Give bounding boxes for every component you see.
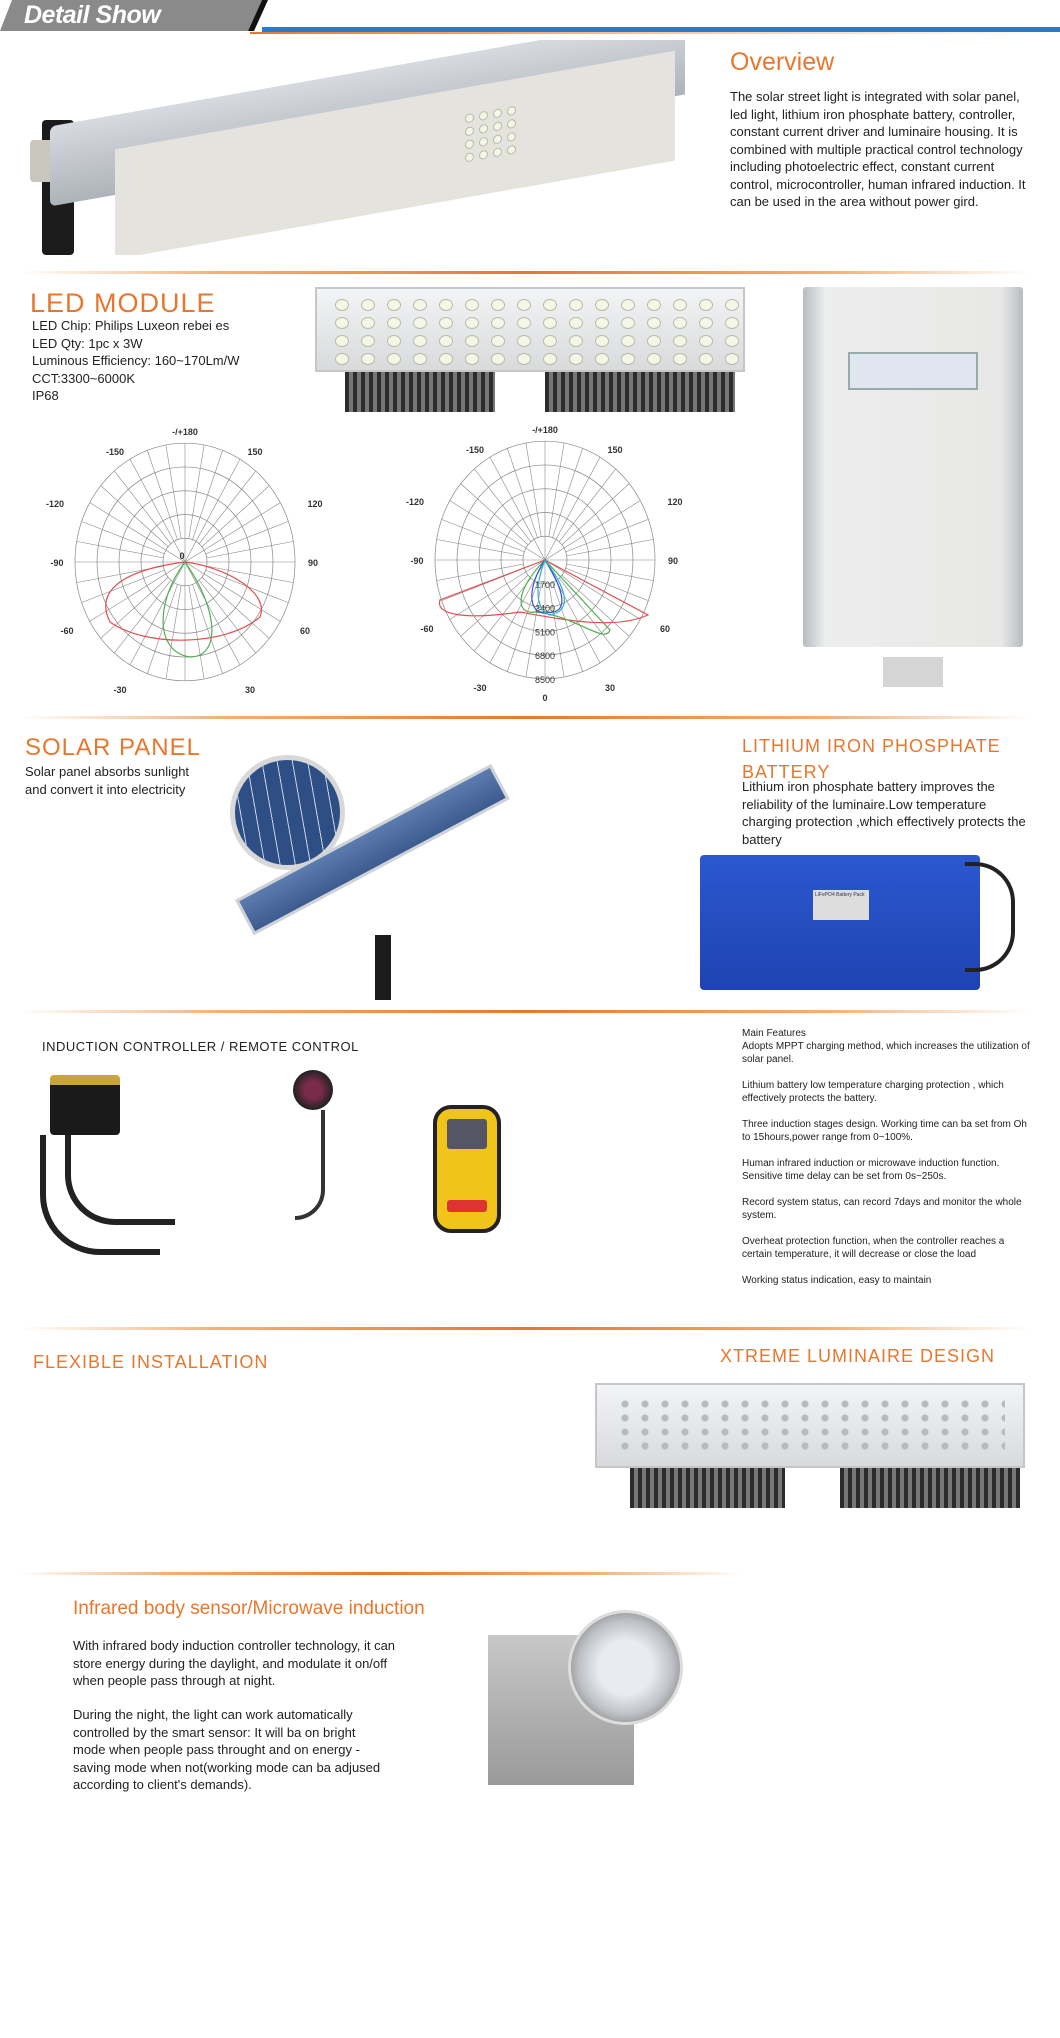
- polar-spoke: [199, 471, 256, 544]
- angle-label: -150: [105, 447, 125, 458]
- led-chip: [595, 299, 609, 311]
- solar-panel-text: Solar panel absorbs sunlight and convert it into electricity: [25, 764, 190, 797]
- polar-spoke: [437, 539, 524, 556]
- led-chip: [387, 299, 401, 311]
- led-chip: [621, 353, 635, 365]
- angle-label: 60: [299, 626, 311, 636]
- overview-title: Overview: [730, 48, 835, 76]
- section-divider: [20, 1327, 1030, 1330]
- led-chip: [699, 335, 713, 347]
- polar-chart-left: [40, 420, 330, 710]
- led-module-title: LED MODULE: [30, 288, 216, 318]
- header-orange-line: [250, 32, 1060, 34]
- polar-spoke: [82, 570, 165, 603]
- polar-spoke: [567, 539, 654, 556]
- feature-item: Human infrared induction or microwave induction function. Sensitive time delay can be set from 0s~250s.: [742, 1158, 1000, 1182]
- polar-spoke: [553, 448, 583, 537]
- angle-label: 90: [307, 558, 319, 568]
- led-chip: [491, 299, 505, 311]
- polar-spoke: [442, 519, 525, 552]
- polar-spoke: [562, 484, 629, 545]
- polar-spoke: [474, 469, 531, 542]
- polar-spoke: [207, 541, 294, 558]
- solar-panel-title: SOLAR PANEL: [25, 734, 201, 761]
- luminaire-title: XTREME LUMINAIRE DESIGN: [720, 1346, 996, 1366]
- led-chip: [699, 353, 713, 365]
- sensor-text-2: During the night, the light can work automatically controlled by the smart sensor: It will ba on bright mode when people pass throught and on energy -saving mode when not(working mode can ba adjused according to client's demands).: [73, 1707, 381, 1792]
- polar-spoke: [507, 582, 537, 671]
- feature-item: Record system status, can record 7days and monitor the whole system.: [742, 1197, 1022, 1221]
- solar-panel-image: [225, 750, 525, 1000]
- led-chip: [725, 299, 739, 311]
- polar-spoke: [193, 584, 223, 673]
- led-chip: [543, 335, 557, 347]
- angle-label: 30: [244, 684, 256, 695]
- controller-title: INDUCTION CONTROLLER / REMOTE CONTROL: [42, 1039, 359, 1054]
- led-chip: [673, 353, 687, 365]
- feature-item: Working status indication, easy to maintain: [742, 1275, 932, 1286]
- led-chip: [413, 299, 427, 311]
- luminaire-image: [585, 1383, 1040, 1508]
- polar-curve-c0-180: [106, 562, 262, 640]
- angle-label: 120: [307, 499, 323, 509]
- led-chip: [621, 317, 635, 329]
- led-chip: [647, 317, 661, 329]
- led-chip: [491, 335, 505, 347]
- polar-spoke: [147, 584, 177, 673]
- street-light-front-image: [798, 287, 1028, 692]
- led-chip: [361, 317, 375, 329]
- street-light-image: [20, 40, 685, 255]
- features-title: Main Features: [742, 1028, 806, 1039]
- led-chip: [335, 299, 349, 311]
- angle-label: -60: [420, 624, 434, 634]
- led-chip: [439, 317, 453, 329]
- page-title: Detail Show: [24, 1, 161, 29]
- battery-text: Lithium iron phosphate battery improves the reliability of the luminaire.Low temperature charging protection ,which effectively protects the battery: [742, 779, 1026, 847]
- polar-spoke: [114, 471, 171, 544]
- led-chip: [335, 335, 349, 347]
- section-divider: [20, 716, 1030, 719]
- battery-image: [695, 850, 1025, 995]
- angle-label: -90: [50, 558, 64, 568]
- led-chip: [335, 353, 349, 365]
- sensor-title: Infrared body sensor/Microwave induction: [73, 1598, 425, 1619]
- sensor-probe-image: [285, 1070, 355, 1240]
- radial-label: 5100: [534, 627, 556, 638]
- polar-spoke: [461, 575, 528, 636]
- led-chip: [517, 299, 531, 311]
- led-chip: [569, 299, 583, 311]
- section-divider: [20, 1572, 740, 1575]
- led-chip: [725, 353, 739, 365]
- led-chip: [569, 335, 583, 347]
- spec-efficiency: Luminous Efficiency: 160~170Lm/W: [32, 353, 240, 368]
- section-divider: [20, 271, 1030, 274]
- battery-title: LITHIUM IRON PHOSPHATE BATTERY: [742, 736, 1001, 782]
- spec-led-qty: LED Qty: 1pc x 3W: [32, 335, 143, 351]
- polar-spoke: [566, 519, 649, 552]
- led-chip: [335, 317, 349, 329]
- sensor-text-1: With infrared body induction controller technology, it can store energy during the daylight, and modulate it on/off when people pass through at night.: [73, 1638, 396, 1688]
- led-chip: [491, 317, 505, 329]
- main-features: [742, 1027, 1032, 1287]
- angle-label: 0: [542, 692, 548, 703]
- polar-spoke: [559, 469, 616, 542]
- angle-label: -90: [410, 556, 424, 566]
- led-chip: [647, 299, 661, 311]
- polar-spoke: [101, 486, 168, 547]
- led-chip: [439, 335, 453, 347]
- angle-label: 30: [604, 682, 616, 693]
- radial-label: 3400: [534, 603, 556, 614]
- controller-image: [35, 1070, 200, 1270]
- polar-spoke: [189, 445, 204, 539]
- polar-spoke: [202, 486, 269, 547]
- led-chip: [647, 335, 661, 347]
- polar-spoke: [559, 578, 616, 651]
- led-chip: [673, 335, 687, 347]
- led-chip: [361, 335, 375, 347]
- polar-spoke: [193, 450, 223, 539]
- polar-spoke: [507, 448, 537, 537]
- led-chip: [439, 299, 453, 311]
- led-chip: [361, 353, 375, 365]
- led-chip: [387, 353, 401, 365]
- angle-label: -120: [405, 497, 425, 507]
- led-chip: [543, 317, 557, 329]
- sensor-image: [488, 1610, 688, 1790]
- led-chip: [595, 353, 609, 365]
- led-chip: [673, 299, 687, 311]
- feature-item: Three induction stages design. Working time can ba set from Oh to 15hours,power range from 0~100%.: [742, 1119, 1027, 1143]
- led-chip: [491, 353, 505, 365]
- led-chip: [413, 353, 427, 365]
- led-chip: [439, 353, 453, 365]
- led-chip: [413, 335, 427, 347]
- led-chip: [413, 317, 427, 329]
- angle-label: 150: [607, 445, 623, 456]
- led-module-specs: [32, 317, 240, 405]
- angle-label: -/+180: [532, 425, 558, 436]
- spec-cct: CCT:3300~6000K: [32, 370, 135, 386]
- polar-spoke: [77, 541, 164, 558]
- polar-spoke: [114, 580, 171, 653]
- polar-spoke: [166, 585, 181, 679]
- led-chip: [465, 317, 479, 329]
- led-chip: [725, 317, 739, 329]
- polar-spoke: [437, 564, 524, 581]
- polar-spoke: [199, 580, 256, 653]
- section-divider: [20, 1010, 1030, 1013]
- led-chip: [517, 335, 531, 347]
- angle-label: -150: [465, 445, 485, 456]
- led-chip: [699, 317, 713, 329]
- angle-label: -120: [45, 499, 65, 509]
- led-chip: [595, 317, 609, 329]
- radial-label: 1700: [534, 579, 556, 590]
- led-chip: [595, 335, 609, 347]
- led-chip: [517, 317, 531, 329]
- led-chip: [699, 299, 713, 311]
- installation-title: FLEXIBLE INSTALLATION: [33, 1352, 269, 1372]
- battery-label: LiFePO4 Battery Pack: [813, 890, 869, 920]
- angle-label: -30: [473, 682, 487, 693]
- led-module-image: [295, 287, 755, 412]
- led-chip: [517, 353, 531, 365]
- angle-label: -30: [113, 684, 127, 695]
- polar-spoke: [549, 443, 564, 537]
- polar-spoke: [189, 585, 204, 679]
- led-chip: [465, 353, 479, 365]
- remote-control-image: [433, 1105, 501, 1235]
- led-chip: [621, 299, 635, 311]
- polar-spoke: [147, 450, 177, 539]
- radial-label: 8500: [534, 674, 556, 685]
- angle-label: -60: [60, 626, 74, 636]
- feature-item: Lithium battery low temperature charging protection , which effectively protects the battery.: [742, 1080, 1004, 1104]
- led-chip: [465, 299, 479, 311]
- polar-spoke: [207, 566, 294, 583]
- feature-item: Overheat protection function, when the controller reaches a certain temperature, it will decrease or close the load: [742, 1236, 1005, 1260]
- overview-text: The solar street light is integrated with solar panel, led light, lithium iron phosphate battery, controller, constant current driver and luminaire housing. It is combined with multiple practical control technology including photoelectric effect, constant current control, microcontroller, human infrared induction. It can be used in the area without power gird.: [730, 89, 1026, 209]
- polar-spoke: [461, 484, 528, 545]
- polar-spoke: [101, 577, 168, 638]
- led-chip: [387, 317, 401, 329]
- led-chip: [543, 299, 557, 311]
- led-chip: [569, 317, 583, 329]
- polar-spoke: [562, 575, 629, 636]
- led-chip: [465, 335, 479, 347]
- led-chip: [361, 299, 375, 311]
- angle-label: 150: [247, 447, 263, 458]
- angle-label: 0: [179, 551, 185, 561]
- angle-label: 60: [659, 624, 671, 634]
- angle-label: 90: [667, 556, 679, 566]
- led-chip: [569, 353, 583, 365]
- spec-led-chip: LED Chip: Philips Luxeon rebei es: [32, 318, 230, 333]
- led-chip: [725, 335, 739, 347]
- polar-spoke: [206, 521, 289, 554]
- led-chip: [673, 317, 687, 329]
- polar-spoke: [526, 443, 541, 537]
- polar-spoke: [82, 521, 165, 554]
- spec-ip-rating: IP68: [32, 388, 59, 403]
- radial-label: 6800: [534, 651, 556, 662]
- angle-label: -/+180: [172, 427, 198, 438]
- led-chip: [647, 353, 661, 365]
- led-chip: [621, 335, 635, 347]
- led-chip: [387, 335, 401, 347]
- led-chip: [543, 353, 557, 365]
- angle-label: 120: [667, 497, 683, 507]
- polar-chart-right: [400, 418, 690, 708]
- feature-item: Adopts MPPT charging method, which increases the utilization of solar panel.: [742, 1041, 1030, 1065]
- polar-spoke: [166, 445, 181, 539]
